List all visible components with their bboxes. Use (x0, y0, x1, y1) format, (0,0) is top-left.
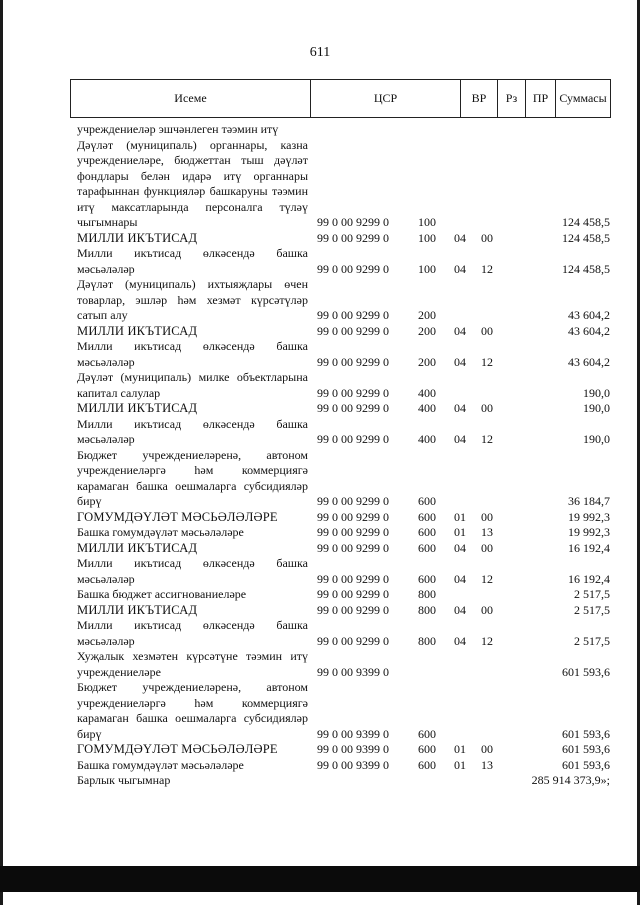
row-name: МИЛЛИ ИКЪТИСАД (77, 323, 198, 338)
row-vr: 100 (418, 215, 436, 229)
row-sum: 19 992,3 (568, 509, 610, 524)
row-pr: 12 (481, 354, 493, 369)
row-name: Хуҗалык хезмәтен күрсәтүне тәэмин итү учреждениеләре (77, 649, 308, 679)
row-sum: 43 604,2 (568, 308, 610, 322)
row-pr: 00 (481, 401, 493, 415)
row-vr: 400 (418, 401, 436, 415)
row-csr: 99 0 00 9299 0 (317, 354, 389, 369)
header-rz: Рз (498, 80, 526, 117)
scan-bottom-bar (0, 866, 640, 892)
row-name: Милли икътисад өлкәсендә башка мәсьәләләр (77, 556, 308, 586)
row-pr: 00 (481, 540, 493, 555)
header-pr: ПР (526, 80, 556, 117)
row-pr: 12 (481, 432, 493, 446)
row-sum: 16 192,4 (568, 571, 610, 586)
row-name: МИЛЛИ ИКЪТИСАД (77, 602, 198, 617)
table-row (0, 773, 640, 789)
table-row (0, 541, 640, 557)
table-row (0, 742, 640, 758)
row-name: Милли икътисад өлкәсендә башка мәсьәләләр (77, 339, 308, 369)
table-row (0, 525, 640, 541)
row-vr: 600 (418, 540, 436, 555)
table-row (0, 324, 640, 340)
row-rz: 04 (454, 571, 466, 586)
row-name: Башка гомумдәүләт мәсьәләләре (77, 757, 244, 772)
row-vr: 400 (418, 385, 436, 400)
row-name: учреждениеләр эшчәнлеген тәэмин итү (77, 122, 279, 136)
row-name: Дәүләт (муниципаль) ихтыяҗлары өчен товарлар, эшләр һәм хезмәт күрсәтүләр сатып алу (77, 277, 308, 322)
row-name: Бюджет учреждениеләренә, автоном учреждениеләргә һәм коммерциягә карамаган башка оешмаларга субсидияләр бирү (77, 447, 308, 508)
row-csr: 99 0 00 9399 0 (317, 742, 389, 756)
row-sum: 2 517,5 (574, 602, 610, 617)
row-pr: 13 (481, 525, 493, 539)
row-sum: 190,0 (583, 432, 610, 446)
row-csr: 99 0 00 9299 0 (317, 602, 389, 617)
row-pr: 00 (481, 602, 493, 617)
row-name: Барлык чыгымнар (77, 773, 171, 787)
row-name: Дәүләт (муниципаль) органнары, казна учреждениеләре, бюджеттан тыш дәүләт фондлары белән идарә итү органнары тарафыннан функцияләр башкаруны тәэмин итү максатларында персоналга түләү чыгымнары (77, 137, 308, 229)
row-sum: 124 458,5 (562, 261, 610, 276)
row-vr: 600 (418, 571, 436, 586)
row-name: Милли икътисад өлкәсендә башка мәсьәләләр (77, 416, 308, 446)
row-sum: 36 184,7 (568, 494, 610, 508)
row-sum: 43 604,2 (568, 323, 610, 338)
row-vr: 100 (418, 261, 436, 276)
row-name: ГОМУМДӘҮЛӘТ МӘСЬӘЛӘЛӘРЕ (77, 742, 278, 756)
row-csr: 99 0 00 9399 0 (317, 664, 389, 679)
row-sum: 601 593,6 (562, 742, 610, 756)
row-name: МИЛЛИ ИКЪТИСАД (77, 401, 198, 415)
row-csr: 99 0 00 9299 0 (317, 432, 389, 446)
table-row (0, 758, 640, 774)
row-vr: 800 (418, 633, 436, 648)
table-row (0, 339, 640, 370)
header-vr: ВР (461, 80, 498, 117)
row-vr: 800 (418, 587, 436, 601)
table-row (0, 510, 640, 526)
row-sum: 601 593,6 (562, 726, 610, 741)
row-csr: 99 0 00 9299 0 (317, 261, 389, 276)
row-csr: 99 0 00 9299 0 (317, 323, 389, 338)
row-csr: 99 0 00 9299 0 (317, 215, 389, 229)
row-sum: 2 517,5 (574, 587, 610, 601)
table-row (0, 649, 640, 680)
row-pr: 00 (481, 742, 493, 756)
row-name: МИЛЛИ ИКЪТИСАД (77, 230, 198, 245)
row-sum: 124 458,5 (562, 230, 610, 245)
row-vr: 800 (418, 602, 436, 617)
row-rz: 04 (454, 602, 466, 617)
row-name: ГОМУМДӘҮЛӘТ МӘСЬӘЛӘЛӘРЕ (77, 509, 278, 524)
row-vr: 600 (418, 509, 436, 524)
row-pr: 12 (481, 261, 493, 276)
row-vr: 600 (418, 757, 436, 772)
row-csr: 99 0 00 9299 0 (317, 509, 389, 524)
table-row (0, 417, 640, 448)
table-row (0, 448, 640, 510)
table-row (0, 231, 640, 247)
row-csr: 99 0 00 9299 0 (317, 587, 389, 601)
header-csr: ЦСР (311, 80, 461, 117)
row-csr: 99 0 00 9299 0 (317, 401, 389, 415)
row-vr: 200 (418, 308, 436, 322)
row-pr: 12 (481, 633, 493, 648)
row-rz: 01 (454, 509, 466, 524)
row-rz: 01 (454, 757, 466, 772)
row-rz: 01 (454, 742, 466, 756)
page-number: 611 (309, 45, 331, 60)
table-row (0, 246, 640, 277)
table-row (0, 401, 640, 417)
row-csr: 99 0 00 9299 0 (317, 230, 389, 245)
row-vr: 400 (418, 432, 436, 446)
row-rz: 04 (454, 261, 466, 276)
row-csr: 99 0 00 9299 0 (317, 494, 389, 508)
table-header (70, 79, 611, 118)
row-rz: 04 (454, 230, 466, 245)
row-csr: 99 0 00 9299 0 (317, 540, 389, 555)
table-row (0, 618, 640, 649)
table-row (0, 587, 640, 603)
row-pr: 00 (481, 230, 493, 245)
table-row (0, 277, 640, 324)
row-vr: 600 (418, 742, 436, 756)
table-row (0, 556, 640, 587)
row-sum: 19 992,3 (568, 525, 610, 539)
row-pr: 13 (481, 757, 493, 772)
row-sum: 285 914 373,9»; (531, 773, 610, 787)
row-rz: 04 (454, 401, 466, 415)
row-name: Башка гомумдәүләт мәсьәләләре (77, 525, 244, 539)
row-vr: 600 (418, 525, 436, 539)
table-body (0, 122, 640, 789)
row-csr: 99 0 00 9299 0 (317, 633, 389, 648)
row-rz: 04 (454, 540, 466, 555)
row-sum: 16 192,4 (568, 540, 610, 555)
row-pr: 12 (481, 571, 493, 586)
row-sum: 601 593,6 (562, 664, 610, 679)
row-sum: 124 458,5 (562, 215, 610, 229)
row-vr: 200 (418, 323, 436, 338)
row-sum: 190,0 (583, 401, 610, 415)
row-rz: 04 (454, 633, 466, 648)
table-row (0, 122, 640, 138)
row-name: Милли икътисад өлкәсендә башка мәсьәләләр (77, 246, 308, 276)
table-row (0, 680, 640, 742)
row-vr: 200 (418, 354, 436, 369)
row-csr: 99 0 00 9299 0 (317, 571, 389, 586)
row-rz: 04 (454, 354, 466, 369)
row-vr: 600 (418, 726, 436, 741)
row-pr: 00 (481, 509, 493, 524)
row-csr: 99 0 00 9399 0 (317, 726, 389, 741)
row-name: Милли икътисад өлкәсендә башка мәсьәләләр (77, 618, 308, 648)
row-vr: 100 (418, 230, 436, 245)
table-row (0, 603, 640, 619)
row-name: Дәүләт (муниципаль) милке объектларына капитал салулар (77, 370, 308, 400)
row-rz: 04 (454, 323, 466, 338)
row-name: Башка бюджет ассигнованиеләре (77, 587, 247, 601)
row-rz: 04 (454, 432, 466, 446)
header-name: Исеме (71, 80, 311, 117)
row-vr: 600 (418, 494, 436, 508)
row-sum: 43 604,2 (568, 354, 610, 369)
header-sum: Суммасы (559, 91, 607, 105)
row-sum: 601 593,6 (562, 757, 610, 772)
row-csr: 99 0 00 9299 0 (317, 525, 389, 539)
table-row (0, 370, 640, 401)
row-rz: 01 (454, 525, 466, 539)
row-csr: 99 0 00 9299 0 (317, 308, 389, 322)
row-csr: 99 0 00 9299 0 (317, 385, 389, 400)
row-pr: 00 (481, 323, 493, 338)
row-csr: 99 0 00 9399 0 (317, 757, 389, 772)
row-name: Бюджет учреждениеләренә, автоном учреждениеләргә һәм коммерциягә карамаган башка оешмаларга субсидияләр бирү (77, 680, 308, 741)
table-row (0, 138, 640, 231)
row-name: МИЛЛИ ИКЪТИСАД (77, 540, 198, 555)
row-sum: 190,0 (583, 385, 610, 400)
row-sum: 2 517,5 (574, 633, 610, 648)
